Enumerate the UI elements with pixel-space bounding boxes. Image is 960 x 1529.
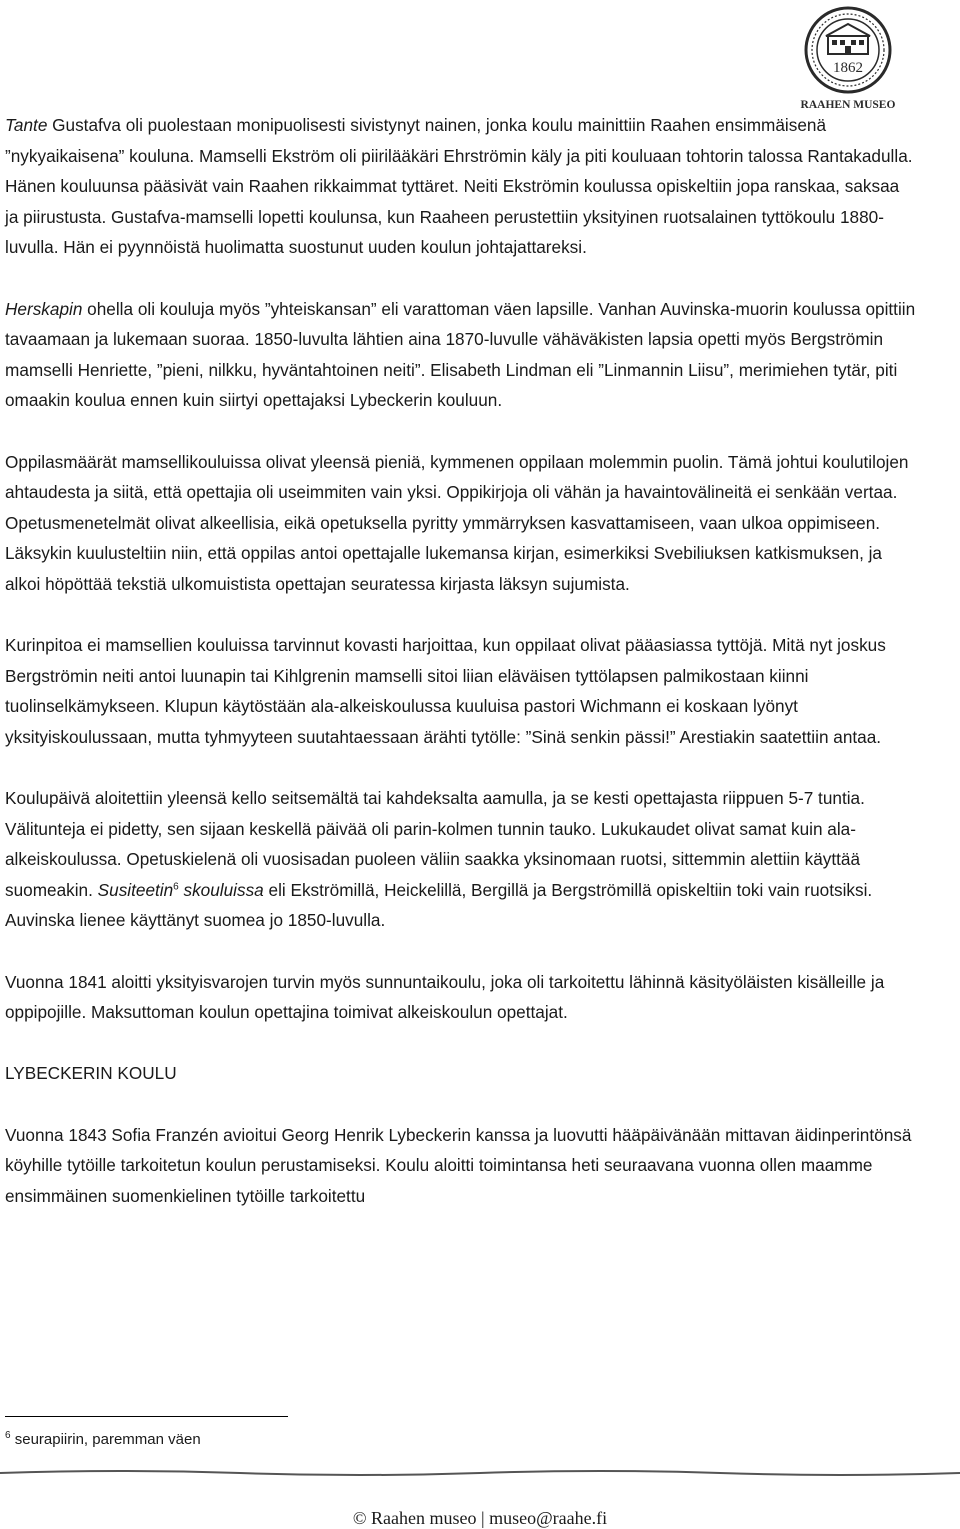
italic-term: Herskapin [5, 298, 83, 319]
paragraph-2 [5, 294, 917, 416]
footnote-reference[interactable]: 6 [173, 881, 179, 893]
raahen-museo-logo [800, 4, 896, 112]
logo-name: RAAHEN MUSEO [800, 99, 896, 111]
paragraph-7: Vuonna 1843 Sofia Franzén avioitui Georg Henrik Lybeckerin kanssa ja luovutti hääpäivänään mittavan äidinperintönsä köyhille tytöille tarkoitetun koulun perustamiseksi. Koulu aloitti toimintansa heti seuraavana vuonna ollen maamme ensimmäinen suomenkielinen tytöille tarkoitettu [5, 1124, 912, 1206]
paragraph-text: Koulupäivä aloitettiin yleensä kello seitsemältä tai kahdeksalta aamulla, ja se kesti opettajasta riippuen 5-7 tuntia. Välitunteja ei pidetty, sen sijaan keskellä päivää oli parin-kolmen tunnin tauko. Lukukaudet olivat samat kuin ala-alkeiskoulussa. Opetuskielenä oli vuosisadan puoleen väliin saakka yksinomaan ruotsi, sittemmin alettiin käyttää suomeakin. [5, 788, 865, 900]
paragraph-3: Oppilasmäärät mamsellikouluissa olivat yleensä pieniä, kymmenen oppilaan molemmin puolin. Tämä johtui koulutilojen ahtaudesta ja siitä, että opettajia oli useimmiten vain yksi. Oppikirjoja oli vähän ja havaintovälineitä ei senkään vertaa. Opetusmenetelmät olivat alkeellisia, eikä opetuksella pyritty ymmärryksen kasvattamiseen, vaan ulkoa oppimiseen. Läksykin kuulusteltiin niin, että oppilas antoi opettajalle lukemansa kirjan, esimerkiksi Svebiliuksen katkismuksen, ja alkoi höpöttää tekstiä ulkomuistista opettajan seuratessa kirjasta läksyn sujumista. [5, 451, 909, 594]
paragraph-4: Kurinpitoa ei mamsellien kouluissa tarvinnut kovasti harjoittaa, kun oppilaat olivat pääasiassa tyttöjä. Mitä nyt joskus Bergströmin neiti antoi luunapin tai Kihlgrenin mamselli sitoi liian eläväisen tyttölapsen palmikostaan kiinni tuolinselkämykseen. Klupun käytöstään ala-alkeiskoulussa kuuluisa pastori Wichmann ei koskaan lyönyt yksityiskoulussaan, mutta tyhmyyteen suutahtaessaan ärähti tytölle: ”Sinä senkin pässi!” Arestiakin saatettiin antaa. [5, 635, 886, 747]
paragraph-5 [5, 783, 917, 936]
paragraph-1 [5, 110, 917, 263]
section-heading: LYBECKERIN KOULU [5, 1063, 177, 1084]
paragraph-6: Vuonna 1841 aloitti yksityisvarojen turvin myös sunnuntaikoulu, joka oli tarkoitettu lähinnä käsityöläisten kisälleille ja oppipojille. Maksuttoman koulun opettajina toimivat alkeiskoulun opettajat. [5, 971, 885, 1023]
footer-divider [0, 1468, 960, 1478]
paragraph-text: ohella oli kouluja myös ”yhteiskansan” eli varattoman väen lapsille. Vanhan Auvinska-muorin koulussa opittiin tavaamaan ja lukemaan suoraa. 1850-luvulta lähtien aina 1870-luvulle vähäväkisten lapsia opetti myös Bergströmin mamselli Henriette, ”pieni, nilkku, hyväntahtoinen neiti”. Elisabeth Lindman eli ”Linmannin Liisu”, merimiehen tytär, piti omaakin koulua ennen kuin siirtyi opettajaksi Lybeckerin kouluun. [5, 298, 916, 411]
body-text [5, 110, 917, 1242]
italic-term: Susiteetin [97, 879, 174, 900]
footnote [5, 1430, 201, 1450]
logo-year: 1862 [833, 60, 863, 76]
footnote-number: 6 [5, 1430, 11, 1441]
footnote-text: seurapiirin, paremman väen [10, 1431, 201, 1448]
paragraph-text: eli Ekströmillä, Heickelillä, Bergillä ja Bergströmillä opiskeltiin toki vain ruotsiksi. Auvinska lienee käyttänyt suomea jo 1850-luvulla. [5, 879, 873, 931]
italic-term: Tante [5, 115, 48, 135]
italic-term: skouluissa [178, 879, 264, 900]
footnote-divider [5, 1416, 288, 1417]
paragraph-text: Gustafva oli puolestaan monipuolisesti sivistynyt nainen, jonka koulu mainittiin Raahen ensimmäisenä ”nykyaikaisena” kouluna. Mamselli Ekström oli piirilääkäri Ehrströmin käly ja piti kouluaan tohtorin talossa Rantakadulla. Hänen kouluunsa pääsivät vain Raahen rikkaimmat tyttäret. Neiti Ekströmin koulussa opiskeltiin jopa ranskaa, saksaa ja piirustusta. Gustafva-mamselli lopetti koulunsa, kun Raaheen perustettiin yksityinen ruotsalainen tyttökoulu 1880-luvulla. Hän ei pyynnöistä huolimatta suostunut uuden koulun johtajattareksi. [5, 115, 913, 258]
footer: © Raahen museo | museo@raahe.fi [352, 1508, 608, 1528]
